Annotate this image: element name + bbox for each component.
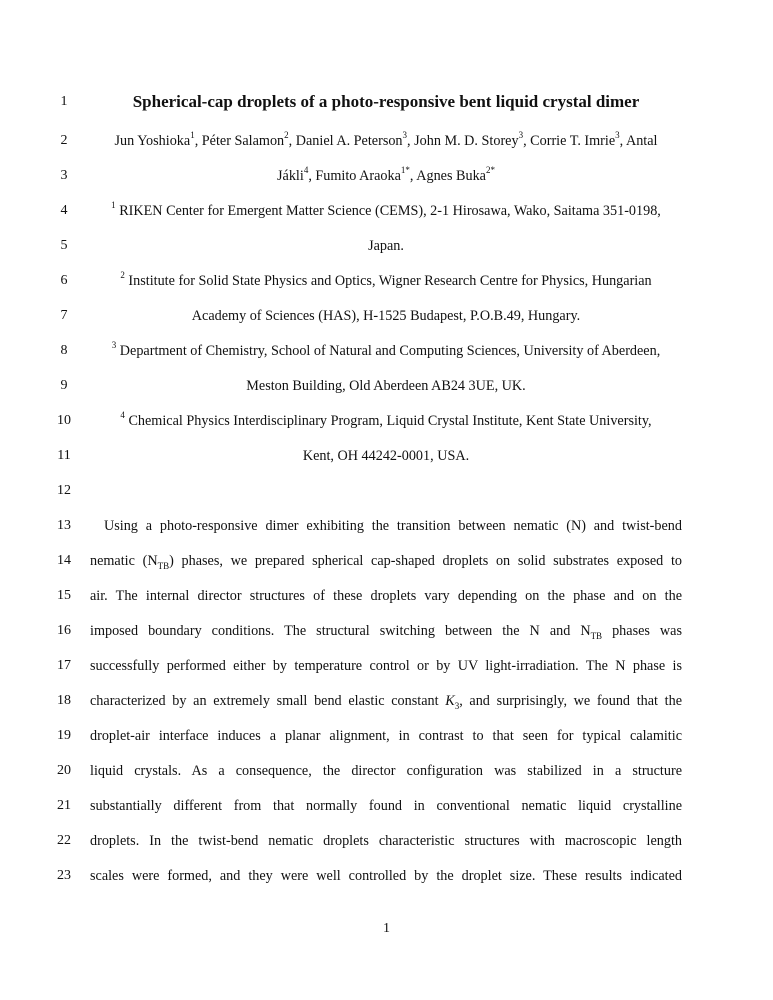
line-number: 23	[57, 868, 71, 883]
line-number: 6	[60, 273, 68, 288]
author-name: Agnes Buka	[416, 168, 486, 184]
abstract-line: Using a photo-responsive dimer exhibiting the transition between nematic (N) and twist-bend	[104, 518, 682, 534]
author-name: Antal	[625, 133, 658, 149]
line-number: 8	[60, 343, 68, 358]
line-number: 9	[60, 378, 68, 393]
author-name: Corrie T. Imrie	[530, 133, 616, 149]
line-number: 12	[57, 483, 71, 498]
line-number: 14	[57, 553, 71, 568]
manuscript-line	[0, 690, 773, 712]
manuscript-line	[0, 445, 773, 467]
manuscript-line	[0, 620, 773, 642]
manuscript-line	[0, 340, 773, 362]
author-affiliation-mark: 2*	[485, 165, 495, 176]
affiliation-2-cont: Academy of Sciences (HAS), H-1525 Budapest, P.O.B.49, Hungary.	[191, 308, 581, 324]
affiliation-number: 4	[120, 410, 125, 421]
abstract-line: droplet-air interface induces a planar alignment, in contrast to that seen for typical calamitic	[90, 728, 682, 744]
page-number: 1	[383, 921, 390, 936]
affiliation-4: $^4$ Chemical Physics Interdisciplinary Program, Liquid Crystal Institute, Kent State University,	[120, 410, 652, 429]
line-number: 3	[60, 168, 68, 183]
manuscript-line	[0, 375, 773, 397]
abstract-line: air. The internal director structures of these droplets vary depending on the phase and on the	[90, 588, 682, 604]
line-number: 7	[60, 308, 68, 323]
line-number: 4	[60, 203, 68, 218]
line-number: 19	[57, 728, 71, 743]
affiliation-number: 3	[111, 340, 117, 351]
abstract-line: successfully performed either by temperature control or by UV light-irradiation. The N phase is	[90, 658, 682, 674]
manuscript-line	[0, 480, 773, 502]
abstract-line: characterized by an extremely small bend elastic constant $K_3$, and surprisingly, we found that the	[90, 693, 682, 711]
line-number: 10	[57, 413, 71, 428]
author-list-line-1: Jun Yoshioka$^1$, Péter Salamon$^2$, Daniel A. Peterson$^3$, John M. D. Storey$^3$, Corrie T. Imrie$^3$, Antal	[114, 130, 658, 149]
author-name: John M. D. Storey	[414, 133, 519, 149]
line-number: 15	[57, 588, 71, 603]
manuscript-line	[0, 165, 773, 187]
manuscript-line	[0, 200, 773, 222]
line-number: 22	[57, 833, 71, 848]
author-list-line-2: Jákli$^4$, Fumito Araoka$^{1*}$, Agnes Buka$^{2*}$	[277, 165, 495, 184]
affiliation-4-cont: Kent, OH 44242-0001, USA.	[302, 448, 470, 464]
abstract-line: substantially different from that normally found in conventional nematic liquid crystalline	[90, 798, 682, 814]
manuscript-line	[0, 830, 773, 852]
line-number: 21	[57, 798, 71, 813]
author-affiliation-mark: 1	[190, 130, 195, 141]
line-number: 17	[57, 658, 71, 673]
manuscript-line	[0, 655, 773, 677]
manuscript-line	[0, 410, 773, 432]
manuscript-line	[0, 235, 773, 257]
manuscript-line	[0, 725, 773, 747]
abstract-line: imposed boundary conditions. The structural switching between the N and $N_{TB}$ phases was	[90, 623, 682, 641]
manuscript-line	[0, 270, 773, 292]
line-number: 13	[57, 518, 71, 533]
line-number: 20	[57, 763, 71, 778]
line-number: 11	[57, 448, 71, 463]
line-number: 2	[60, 133, 68, 148]
author-affiliation-mark: 1*	[400, 165, 410, 176]
affiliation-2: $^2$ Institute for Solid State Physics and Optics, Wigner Research Centre for Physics, Hungarian	[120, 270, 652, 289]
manuscript-line	[0, 91, 773, 113]
abstract-line: droplets. In the twist-bend nematic droplets characteristic structures with macroscopic length	[90, 833, 682, 849]
manuscript-line	[0, 550, 773, 572]
abstract-line: nematic $(N_{TB})$ phases, we prepared spherical cap-shaped droplets on solid substrates exposed to	[90, 553, 683, 571]
line-number: 18	[57, 693, 71, 708]
author-affiliation-mark: 4	[303, 165, 309, 176]
abstract-line: liquid crystals. As a consequence, the director configuration was stabilized in a structure	[90, 763, 682, 779]
manuscript-line	[0, 585, 773, 607]
manuscript-line	[0, 515, 773, 537]
author-name: Daniel A. Peterson	[295, 133, 403, 149]
author-name: Péter Salamon	[201, 133, 285, 149]
manuscript-line	[0, 305, 773, 327]
author-affiliation-mark: 3	[518, 130, 524, 141]
manuscript-line	[0, 795, 773, 817]
affiliation-3-cont: Meston Building, Old Aberdeen AB24 3UE, UK.	[246, 378, 526, 394]
author-affiliation-mark: 3	[615, 130, 620, 141]
author-name: Jákli	[277, 168, 304, 184]
line-number: 5	[60, 238, 68, 253]
author-name: Jun Yoshioka	[114, 133, 191, 149]
paper-title: Spherical-cap droplets of a photo-responsive bent liquid crystal dimer	[132, 92, 640, 111]
author-affiliation-mark: 2	[284, 130, 289, 141]
manuscript-line	[0, 865, 773, 887]
affiliation-3: $^3$ Department of Chemistry, School of Natural and Computing Sciences, University of Aberdeen,	[111, 340, 661, 359]
manuscript-line	[0, 760, 773, 782]
affiliation-1: $^1$ RIKEN Center for Emergent Matter Science (CEMS), 2-1 Hirosawa, Wako, Saitama 351-0198,	[111, 200, 661, 219]
author-name: Fumito Araoka	[315, 168, 401, 184]
affiliation-1-cont: Japan.	[368, 238, 404, 254]
abstract-line: scales were formed, and they were well controlled by the droplet size. These results indicated	[90, 868, 682, 884]
line-number: 16	[57, 623, 71, 638]
affiliation-number: 1	[111, 200, 116, 211]
author-affiliation-mark: 3	[402, 130, 408, 141]
affiliation-number: 2	[120, 270, 125, 281]
manuscript-line	[0, 130, 773, 152]
line-number: 1	[60, 94, 68, 109]
